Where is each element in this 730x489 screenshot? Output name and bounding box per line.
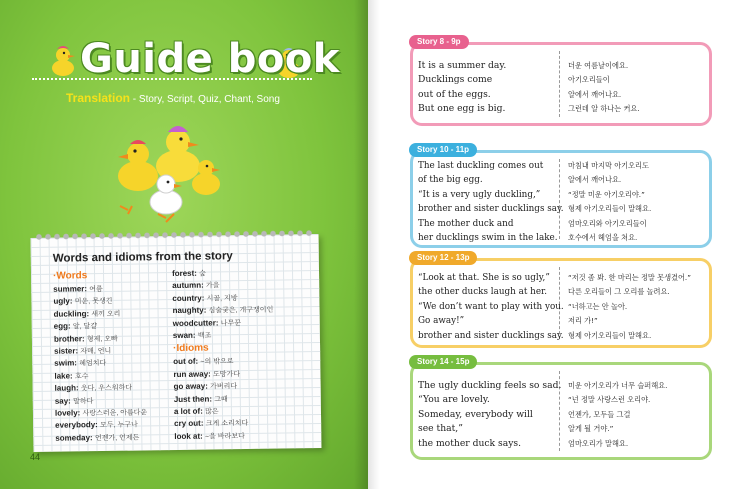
- vocab-entry: woodcutter: 나무꾼: [172, 318, 242, 328]
- vocab-entry: naughty: 심술궂은, 개구쟁이인: [172, 305, 274, 316]
- vocab-entry: sister: 자매, 언니: [54, 346, 112, 356]
- vocab-entry: everybody: 모두, 누구나: [55, 420, 138, 431]
- story-box-12-13: [410, 253, 712, 348]
- vocab-column-right: [172, 266, 304, 443]
- story-box-10-11: [410, 145, 712, 248]
- english-text: The ugly duckling feels so sad. “You are lovely. Someday, everybody will see that,” the mother duck says.: [418, 380, 562, 449]
- vocab-entry: egg: 알, 달걀: [53, 321, 98, 331]
- vocab-entry: lake: 호수: [54, 371, 89, 381]
- vocab-entry: autumn: 가을: [172, 281, 220, 291]
- idiom-entry: look at: ~을 바라보다: [174, 431, 245, 441]
- vocab-entry: forest: 숲: [171, 268, 206, 279]
- column-divider: [559, 159, 560, 239]
- column-divider: [559, 51, 560, 117]
- vocab-entry: swim: 헤엄치다: [54, 358, 107, 369]
- korean-text: 더운 여름날이에요. 아기오리들이 알에서 깨어나요. 그런데 알 하나는 커요.: [568, 61, 640, 114]
- english-text: The last duckling comes out of the big egg. “It is a very ugly duckling,” brother and sister ducklings say. The mother duck and her ducklings swim in the lake.: [418, 161, 564, 244]
- vocab-entry: laugh: 웃다, 우스워하다: [54, 383, 133, 393]
- story-box-14-15: [410, 357, 712, 460]
- idiom-entry: a lot of: 많은: [173, 406, 219, 417]
- right-page: [368, 0, 730, 489]
- page-subtitle: [66, 91, 280, 105]
- words-heading: ·Words: [52, 270, 88, 282]
- vocab-entry: brother: 형제, 오빠: [53, 333, 118, 344]
- vocab-entry: country: 시골, 지방: [172, 293, 238, 303]
- vocab-column-left: [53, 268, 185, 445]
- idioms-heading: ·Idioms: [173, 342, 209, 355]
- idiom-entry: cry out: 크게 소리치다: [174, 419, 249, 429]
- idiom-entry: out of: ~의 밖으로: [173, 357, 234, 367]
- vocab-entry: duckling: 새끼 오리: [53, 309, 121, 319]
- korean-text: 미운 아기오리가 너무 슬퍼해요. “넌 정말 사랑스런 오리야. 언젠가, 모두들 그걸 알게 될 거야.” 엄마오리가 말해요.: [568, 381, 668, 448]
- title-underline: [32, 78, 312, 80]
- story-tag: Story 8 - 9p: [409, 35, 469, 49]
- vocab-entry: ugly: 미운, 못생긴: [53, 296, 113, 307]
- story-tag: Story 10 - 11p: [409, 143, 477, 157]
- vocab-title: Words and idioms from the story: [52, 250, 233, 265]
- english-text: “Look at that. She is so ugly,” the other ducks laugh at her. “We don’t want to play with you. Go away!” brother and sister ducklings say.: [418, 273, 564, 341]
- english-text: It is a summer day. Ducklings come out of the eggs. But one egg is big.: [418, 60, 507, 115]
- duck-icon: [48, 44, 78, 78]
- idiom-entry: go away: 가버리다: [173, 381, 238, 392]
- page-title: Guide book: [80, 36, 340, 82]
- vocab-entry: say: 말하다: [54, 396, 94, 406]
- korean-text: “저것 좀 봐. 한 마리는 정말 못생겼어.” 다른 오리들이 그 오리를 놀려요. “너하고는 안 놀아. 저리 가!” 형제 아기오리들이 말해요.: [568, 273, 691, 340]
- vocab-entry: someday: 언젠가, 언제든: [55, 433, 140, 443]
- idiom-entry: run away: 도망가다: [173, 369, 241, 379]
- ducks-illustration: [108, 114, 228, 224]
- vocab-notebook: [31, 234, 322, 452]
- idiom-entry: Just then: 그때: [173, 394, 228, 404]
- subtitle-rest: - Story, Script, Quiz, Chant, Song: [130, 94, 280, 105]
- subtitle-accent: Translation: [66, 91, 131, 105]
- story-box-8-9: [410, 37, 712, 126]
- story-tag: Story 12 - 13p: [409, 251, 477, 265]
- vocab-entry: summer: 여름: [53, 284, 103, 294]
- vocab-entry: swan: 백조: [172, 330, 212, 341]
- page-number: 44: [30, 452, 41, 462]
- korean-text: 마침내 마지막 아기오리도 알에서 깨어나요. “정말 미운 아기오리야.” 형제 아기오리들이 말해요. 엄마오리와 아기오리들이 호수에서 헤엄을 쳐요.: [568, 161, 652, 243]
- vocab-entry: lovely: 사랑스러운, 아름다운: [54, 408, 148, 418]
- story-tag: Story 14 - 15p: [409, 355, 477, 369]
- notebook-spiral: [34, 228, 314, 242]
